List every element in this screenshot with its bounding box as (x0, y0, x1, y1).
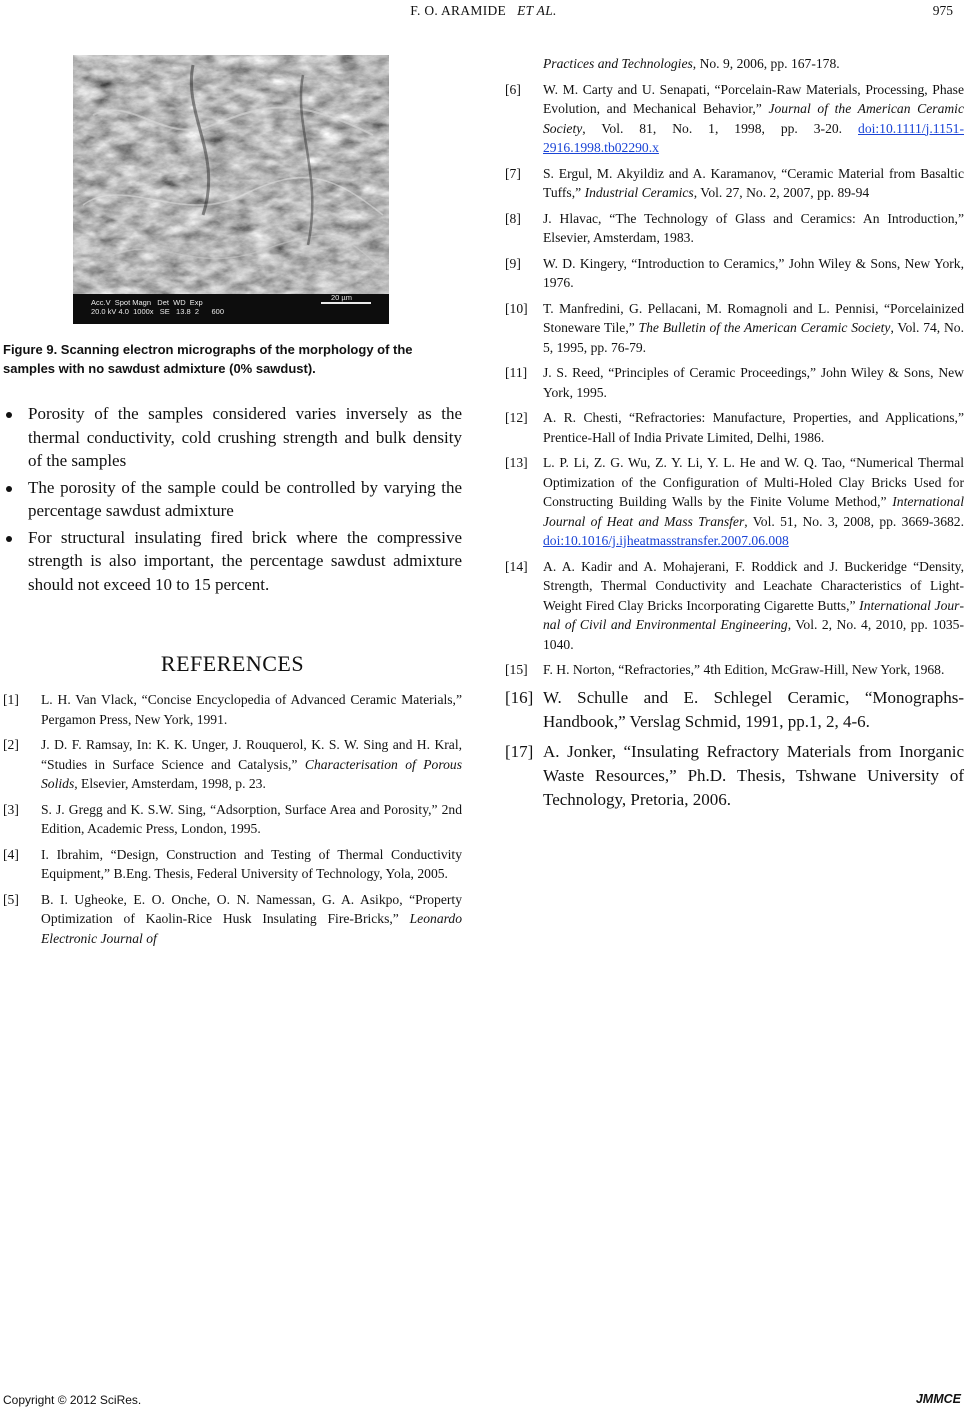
running-header (0, 3, 967, 19)
bullet-dot (6, 486, 12, 492)
scale-bar (321, 302, 371, 304)
ref-number: [12] (505, 410, 528, 425)
ref-text: W. M. Carty and U. Senapati, “Porcelain-Raw Materials, Processing, Phase Evolution, and Mechanical Behavior,” (543, 81, 964, 116)
ref-text: B. I. Ugheoke, E. O. Onche, O. N. Namessan, G. A. Asikpo, “Property Optimization of Kaolin-Rice Husk Insulating Fire-Bricks,” (41, 891, 462, 926)
ref-number: [3] (3, 801, 19, 817)
ref-number: [17] (505, 741, 534, 761)
ref-number: [16] (505, 687, 534, 707)
ref-text-tail: , Vol. 51, No. 3, 2008, pp. 3669-3682. (744, 513, 964, 529)
sem-databar-labels: Acc.V Spot Magn Det WD Exp (91, 298, 203, 307)
ref-title-italic: Practices and Technologies (543, 56, 693, 71)
ref-text: T. Manfredini, G. Pellacani, M. Romagnoli and L. Pennisi, “Porcelainized Stoneware Tile,” (543, 300, 964, 335)
ref-text: F. H. Norton, “Refractories,” 4th Edition, McGraw-Hill, New York, 1968. (543, 662, 945, 677)
reference-item (3, 845, 462, 884)
ref-text: I. Ibrahim, “Design, Construction and Testing of Thermal Conductivity Equipment,” B.Eng. Thesis, Federal University of Technology, Yola, 2005. (41, 846, 462, 881)
ref-text: J. S. Reed, “Principles of Ceramic Proceedings,” John Wiley & Sons, New York, 1995. (543, 365, 964, 400)
reference-item (505, 363, 964, 402)
reference-item (3, 890, 462, 949)
ref-number: [13] (505, 455, 528, 470)
references-right-column (505, 54, 964, 818)
reference-item (505, 164, 964, 203)
ref-text: S. Ergul, M. Akyildiz and A. Karamanov, “Ceramic Material from Basaltic Tuffs,” (543, 165, 964, 200)
ref-number: [1] (3, 692, 19, 707)
ref-text: J. D. F. Ramsay, In: K. K. Unger, J. Rouquerol, K. S. W. Sing and H. Kral, “Studies in Surface Science and Catalysis,” (41, 737, 462, 772)
page-number: 975 (932, 3, 953, 18)
ref-text: A. A. Kadir and A. Mohajerani, F. Roddick and J. Buckeridge “Density, Strength, Thermal Conductivity and Leachate Characteristics of Light-Weight Fired Clay Bricks Incorporating Cigarette Butts,” (543, 558, 964, 613)
reference-item (505, 686, 964, 734)
reference-item (505, 453, 964, 551)
footer-copyright: Copyright © 2012 SciRes. (3, 1393, 142, 1407)
ref-number: [8] (505, 210, 521, 226)
conclusion-bullets (3, 402, 462, 599)
references-heading: REFERENCES (160, 651, 305, 676)
reference-item (505, 254, 964, 293)
sem-data-bar (73, 294, 389, 324)
ref-text-tail: , Elsevier, Amsterdam, 1998, p. 23. (74, 776, 266, 791)
reference-item (505, 408, 964, 447)
reference-item (505, 209, 964, 248)
bullet-dot (6, 536, 12, 542)
ref-text-tail: , Vol. 81, No. 1, 1998, pp. 3-20. (582, 120, 859, 136)
bullet-text: The porosity of the sample could be controlled by varying the percentage sawdust admixture (28, 477, 462, 520)
ref-number: [2] (3, 737, 19, 752)
ref-text: S. J. Gregg and K. S.W. Sing, “Adsorption, Surface Area and Porosity,” 2nd Edition, Academic Press, London, 1995. (41, 801, 462, 836)
ref-text-tail: , Vol. 74, No. 5, 1995, pp. 76-79. (543, 320, 964, 355)
bullet-text: Porosity of the samples considered varies inversely as the thermal conductivity, cold crushing strength and bulk density of the samples (28, 404, 462, 470)
ref-number: [5] (3, 891, 19, 907)
ref-text: W. D. Kingery, “Introduction to Ceramics,” John Wiley & Sons, New York, 1976. (543, 255, 964, 290)
reference-item (3, 800, 462, 839)
footer-journal: JMMCE (915, 1392, 961, 1406)
bullet-item (3, 476, 462, 523)
ref-text-tail: , Vol. 27, No. 2, 2007, pp. 89-94 (693, 185, 870, 200)
ref-number: [10] (505, 300, 528, 316)
ref-text: W. Schulle and E. Schlegel Ceramic, “Monographs-Handbook,” Verslag Schmid, 1991, pp.1, 2, 4-6. (543, 687, 964, 731)
bullet-item (3, 402, 462, 473)
ref-title-italic: Leonardo Electronic Journal of (41, 911, 462, 946)
ref-text: A. R. Chesti, “Refractories: Manufacture, Properties, and Applications,” Prentice-Hall of India Private Limited, Delhi, 1986. (543, 410, 964, 445)
scale-label: 20 µm (331, 293, 352, 302)
bullet-text: For structural insulating fired brick where the compressive strength is also important, the percentage sawdust admixture should not exceed 10 to 15 percent. (28, 527, 462, 594)
reference-item (505, 557, 964, 655)
ref-number: [14] (505, 558, 528, 574)
ref-text-tail: , No. 9, 2006, pp. 167-178. (692, 56, 840, 71)
ref-text: L. H. Van Vlack, “Concise Encyclopedia of Advanced Ceramic Materials,” Pergamon Press, New York, 1991. (41, 692, 462, 727)
sem-micrograph (73, 55, 389, 324)
doi-link[interactable]: doi:10.1111/j.1151-2916.1998.tb02290.x (543, 120, 964, 155)
references-left-column (3, 690, 462, 954)
reference-item (505, 80, 964, 158)
ref-number: [7] (505, 165, 521, 181)
ref-text: J. Hlavac, “The Technology of Glass and Ceramics: An Introduction,” Elsevier, Amsterdam, 1983. (543, 210, 964, 245)
ref-text: L. P. Li, Z. G. Wu, Z. Y. Li, Y. L. He and W. Q. Tao, “Numerical Thermal Optimization of the Configuration of Multi-Holed Clay Bricks Used for Constructing Building Walls by the Finite Volume Method,” (543, 455, 964, 509)
header-author: F. O. ARAMIDE (410, 3, 507, 18)
ref-text: A. Jonker, “Insulating Refractory Materials from Inorganic Waste Resources,” Ph.D. Thesis, Tshwane University of Technology, Pretoria, 2006. (543, 741, 964, 809)
ref5-continuation (505, 54, 964, 74)
sem-databar-values: 20.0 kV 4.0 1000x SE 13.8 2 600 (91, 307, 225, 316)
ref-number: [15] (505, 662, 528, 677)
ref-title-italic: International Journal of Civil and Environmental Engineering (543, 597, 964, 632)
reference-item (505, 740, 964, 812)
ref-title-italic: International Journal of Heat and Mass Transfer (543, 494, 964, 529)
ref-title-italic: The Bulletin of the American Ceramic Society (638, 320, 891, 335)
reference-item (505, 299, 964, 358)
ref-title-italic: Characterisation of Porous Solids (41, 756, 462, 791)
figure-caption: Figure 9. Scanning electron micrographs of the morphology of the samples with no sawdust admixture (0% sawdust). (3, 342, 413, 376)
ref-number: [6] (505, 81, 521, 97)
doi-link[interactable]: doi:10.1016/j.ijheatmasstransfer.2007.06.008 (543, 533, 789, 548)
ref-title-italic: Industrial Ceramics (584, 185, 694, 200)
reference-item (3, 735, 462, 794)
bullet-item (3, 526, 462, 597)
bullet-dot (6, 412, 12, 418)
reference-item (505, 660, 964, 680)
header-et-al: ET AL. (517, 3, 557, 18)
ref-number: [9] (505, 255, 521, 271)
ref-text-tail: , Vol. 2, No. 4, 2010, pp. 1035-1040. (543, 617, 964, 652)
ref-title-italic: Journal of the American Ceramic Society (543, 101, 964, 136)
ref-number: [4] (3, 846, 19, 862)
reference-item (3, 690, 462, 729)
ref-number: [11] (505, 365, 528, 380)
